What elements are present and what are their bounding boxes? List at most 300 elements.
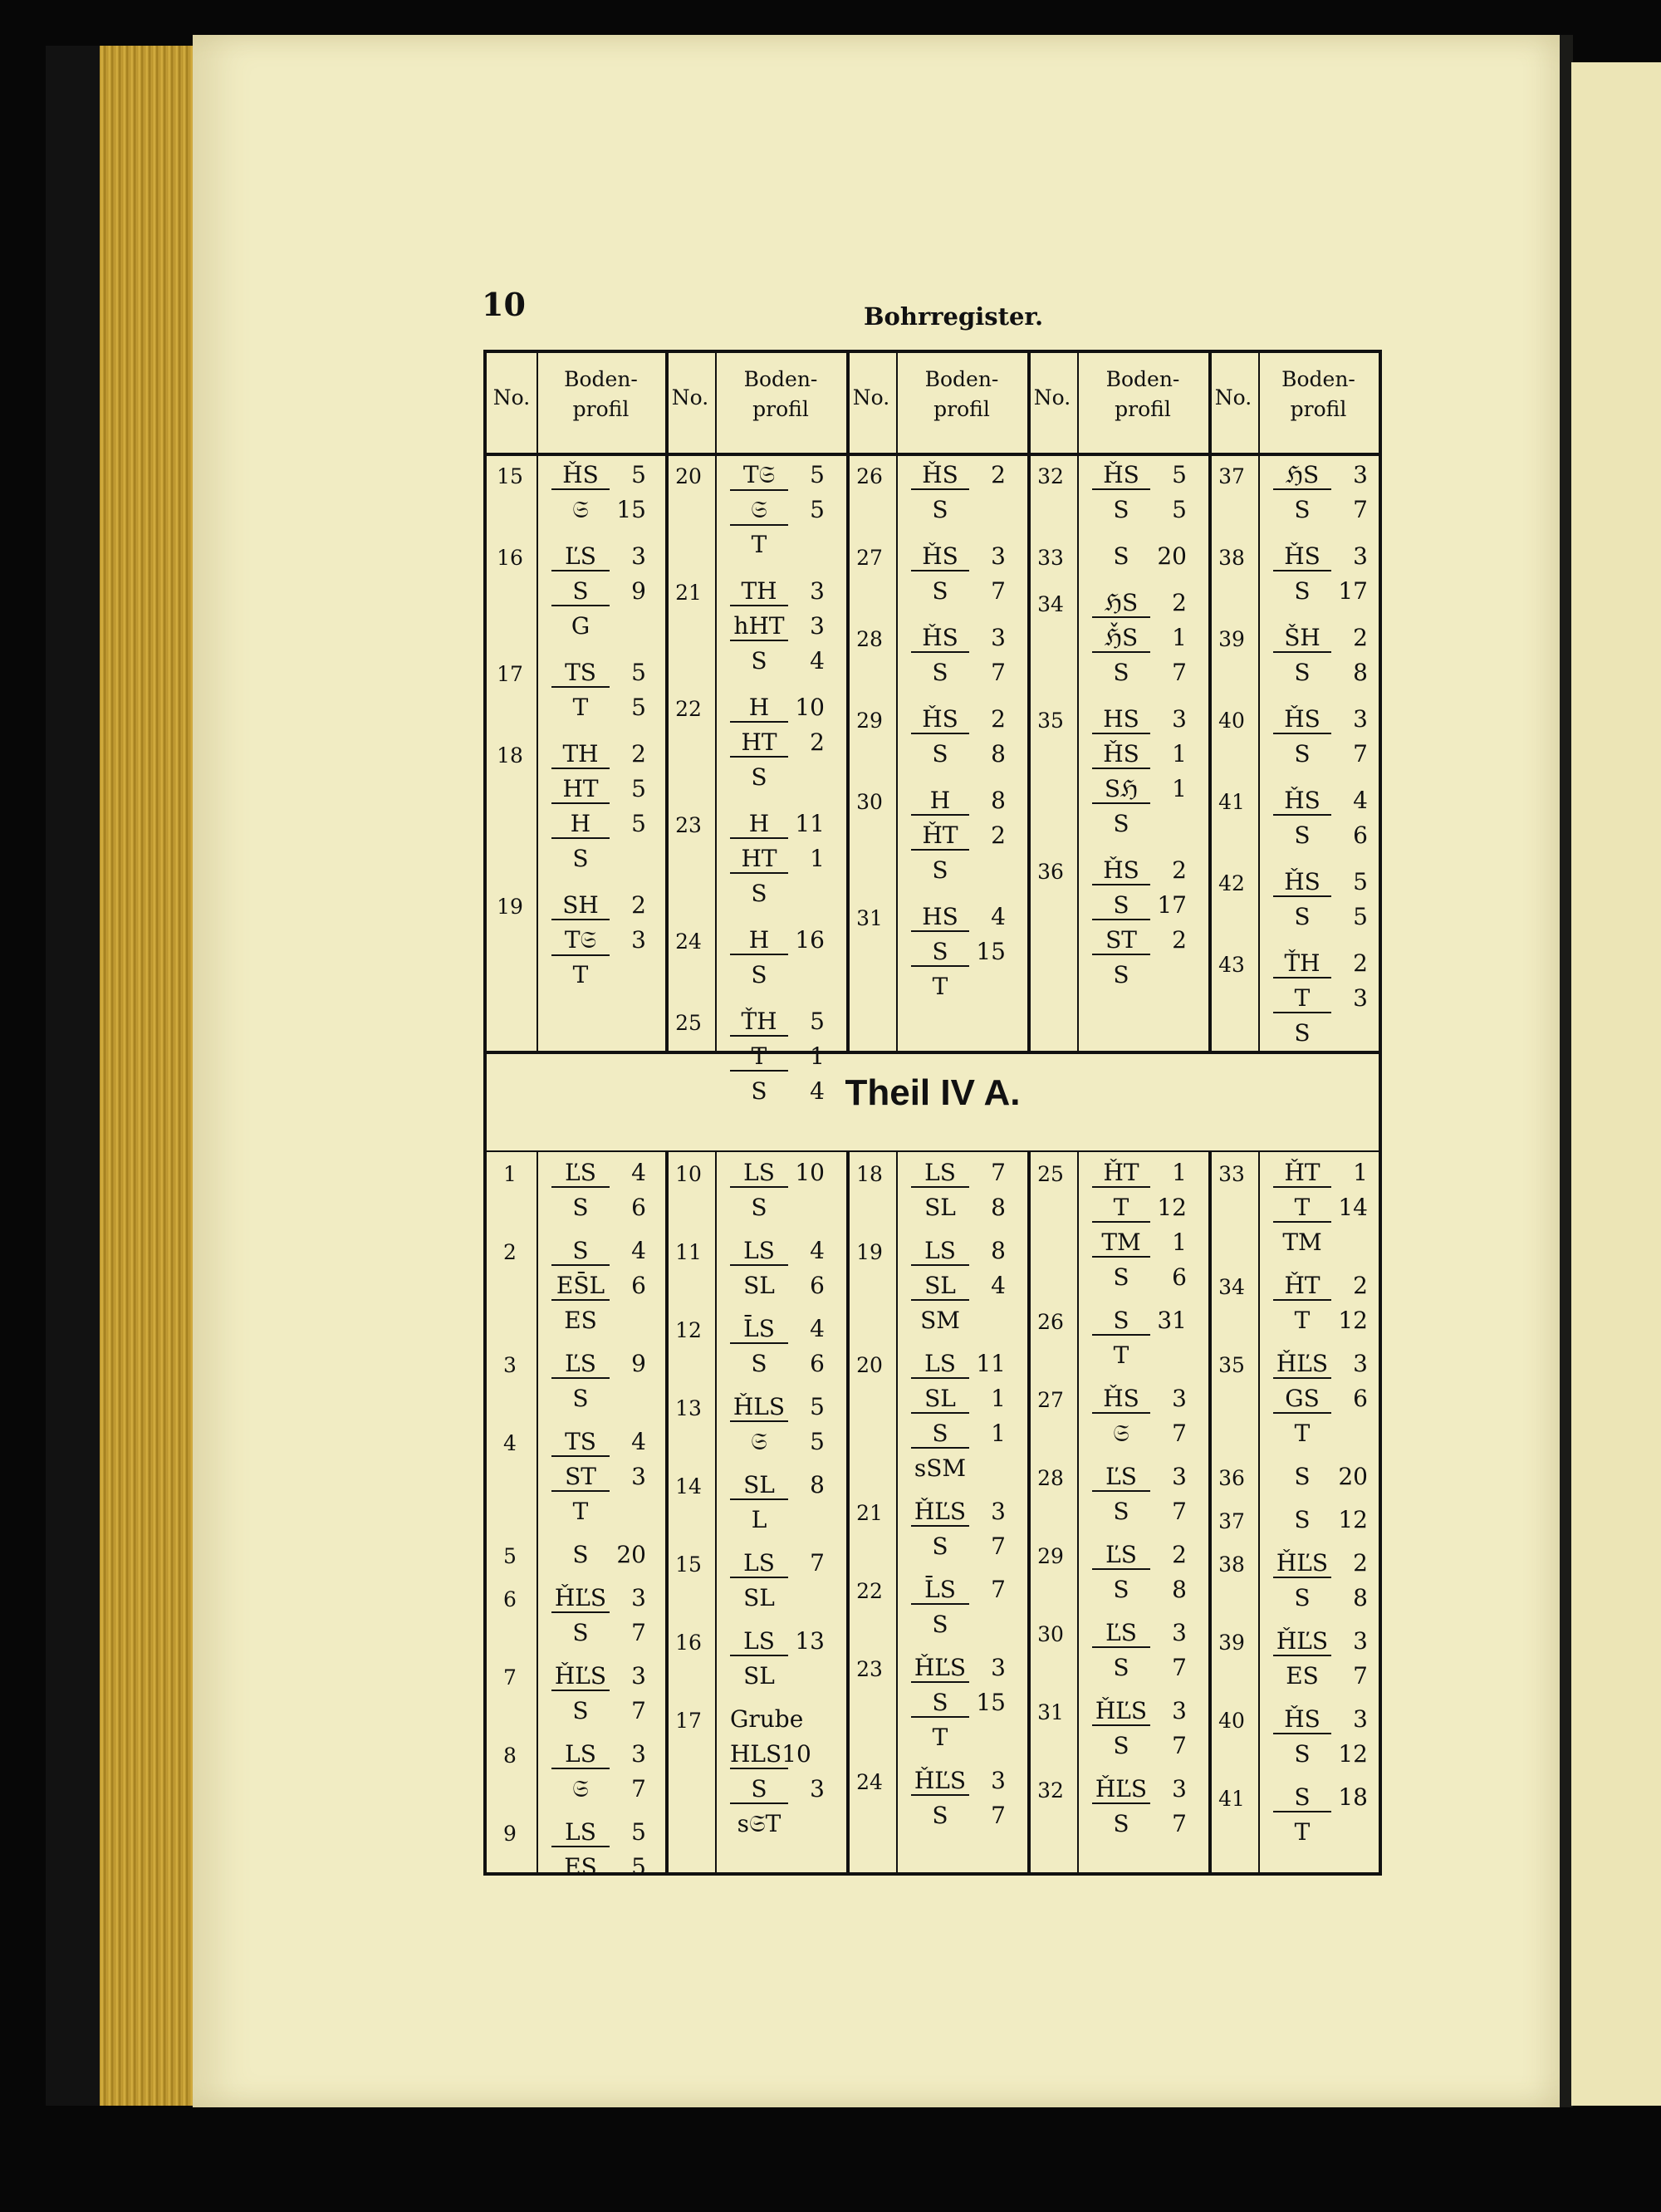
- soil-code: TH: [730, 577, 788, 606]
- profile-line: [1092, 1263, 1187, 1291]
- thickness-value: 18: [1338, 1783, 1368, 1811]
- thickness-value: 2: [631, 740, 646, 768]
- profile-line: [1092, 624, 1187, 653]
- soil-code: ȞT: [1273, 1159, 1331, 1188]
- profile-line: [730, 1506, 825, 1533]
- profile-line: [911, 1533, 1006, 1560]
- profile-line: [1092, 1541, 1187, 1570]
- thickness-value: 3: [631, 1740, 646, 1768]
- profile-line: [1092, 542, 1187, 570]
- boring-number: 25: [675, 1011, 702, 1035]
- book-cover: [46, 46, 106, 2106]
- soil-code: ℌ̌S: [1092, 624, 1150, 653]
- profile-line: [911, 705, 1006, 734]
- soil-code: SL: [743, 1584, 775, 1611]
- thickness-value: 10: [795, 1159, 825, 1186]
- profile-line: [730, 845, 825, 874]
- soil-code: S: [1113, 961, 1129, 988]
- soil-code: G: [571, 612, 590, 640]
- profile-line: [911, 1611, 1006, 1638]
- boring-number: 20: [675, 464, 702, 488]
- thickness-value: 13: [795, 1627, 825, 1655]
- soil-code: ȞĽS: [551, 1662, 610, 1691]
- thickness-value: 5: [810, 1393, 825, 1420]
- thickness-value: 10: [795, 694, 825, 721]
- thickness-value: 4: [631, 1428, 646, 1455]
- boring-number: 30: [856, 790, 883, 814]
- facing-page: [1571, 62, 1661, 2106]
- soil-code: ĽS: [551, 1350, 610, 1379]
- thickness-value: 1: [1353, 1159, 1368, 1186]
- profile-line: [911, 1350, 1006, 1379]
- profile-line: [1273, 1350, 1368, 1379]
- soil-code: HS: [911, 903, 969, 932]
- soil-code: LS: [911, 1237, 969, 1266]
- thickness-value: 7: [991, 1533, 1006, 1560]
- thickness-value: 5: [810, 1428, 825, 1455]
- thickness-value: 5: [810, 496, 825, 523]
- thickness-value: 1: [1172, 740, 1187, 768]
- no-column-rule: [896, 353, 898, 1051]
- soil-code: S: [932, 1802, 948, 1829]
- profile-line: [1092, 1810, 1187, 1837]
- soil-code: GS: [1273, 1385, 1331, 1414]
- soil-code: S: [1113, 1654, 1129, 1681]
- profile-line: [551, 845, 646, 872]
- soil-code: ȞS: [551, 461, 610, 490]
- boring-number: 42: [1218, 871, 1245, 895]
- soil-code: T𝔖: [551, 926, 610, 956]
- profile-line: [1273, 1740, 1368, 1768]
- thickness-value: 15: [976, 938, 1006, 965]
- soil-code: S: [730, 1775, 788, 1804]
- boring-number: 39: [1218, 1631, 1245, 1655]
- boring-number: 23: [675, 813, 702, 837]
- boring-number: 21: [675, 581, 702, 605]
- thickness-value: 3: [1172, 1697, 1187, 1724]
- profile-line: [1092, 659, 1187, 686]
- profile-line: [1092, 1307, 1187, 1336]
- boring-number: 21: [856, 1501, 883, 1525]
- profile-line: [911, 1802, 1006, 1829]
- profile-line: [1092, 961, 1187, 988]
- profile-line: [911, 1272, 1006, 1301]
- soil-code: 𝔖: [751, 1428, 767, 1455]
- profile-line: [1273, 1549, 1368, 1578]
- profile-line: [911, 1654, 1006, 1683]
- soil-code: S: [751, 961, 767, 988]
- thickness-value: 1: [1172, 624, 1187, 651]
- boring-number: 7: [503, 1665, 517, 1690]
- thickness-value: 12: [1157, 1194, 1187, 1221]
- soil-code: S: [572, 1697, 589, 1724]
- profile-line: [1092, 1654, 1187, 1681]
- thickness-value: 12: [1338, 1506, 1368, 1533]
- boring-number: 37: [1218, 464, 1245, 488]
- boring-number: 18: [856, 1162, 883, 1186]
- profile-line: [551, 810, 646, 839]
- profile-line: [730, 1549, 825, 1578]
- soil-code: S: [1113, 496, 1129, 523]
- soil-code: T: [932, 973, 948, 1000]
- profile-line: [1273, 1420, 1368, 1447]
- thickness-value: 20: [1338, 1463, 1368, 1490]
- profile-line: [730, 1350, 825, 1377]
- soil-code: ES: [1286, 1662, 1319, 1690]
- soil-code: ȞS: [911, 542, 969, 571]
- header-no: No.: [1214, 385, 1252, 410]
- profile-line: [551, 1498, 646, 1525]
- thickness-value: 17: [1157, 891, 1187, 919]
- thickness-value: 4: [631, 1237, 646, 1264]
- thickness-value: 4: [810, 647, 825, 674]
- soil-code: ȞT: [1092, 1159, 1150, 1188]
- boring-number: 26: [856, 464, 883, 488]
- soil-code: S: [751, 1077, 767, 1105]
- profile-line: [1092, 1463, 1187, 1492]
- boring-number: 36: [1037, 860, 1064, 884]
- profile-line: [730, 728, 825, 758]
- boring-number: 38: [1218, 546, 1245, 570]
- profile-line: [551, 1584, 646, 1613]
- soil-code: LS: [730, 1549, 788, 1578]
- thickness-value: 5: [631, 1818, 646, 1846]
- no-column-rule: [1077, 1150, 1079, 1872]
- soil-code: T: [1294, 1818, 1311, 1846]
- profile-line: [1273, 1818, 1368, 1846]
- section-rule-top: [487, 1051, 1379, 1054]
- thickness-value: 1: [991, 1385, 1006, 1412]
- profile-line: [1273, 1159, 1368, 1188]
- profile-line: [730, 1627, 825, 1656]
- soil-code: LS: [730, 1159, 788, 1188]
- thickness-value: 7: [991, 1802, 1006, 1829]
- profile-line: [1273, 787, 1368, 816]
- boring-number: 29: [1037, 1544, 1064, 1568]
- soil-code: HS: [1092, 705, 1150, 734]
- boring-number: 34: [1218, 1275, 1245, 1299]
- soil-code: LS: [911, 1350, 969, 1379]
- profile-line: [551, 1818, 646, 1847]
- profile-line: [730, 1393, 825, 1422]
- soil-code: TS: [551, 659, 610, 688]
- profile-line: [1092, 589, 1187, 618]
- profile-line: [551, 740, 646, 769]
- soil-code: S: [572, 1385, 589, 1412]
- soil-code: ŤH: [730, 1008, 788, 1037]
- soil-code: S: [1113, 659, 1129, 686]
- column-rule: [846, 353, 850, 1051]
- boring-number: 11: [675, 1240, 702, 1264]
- profile-line: [911, 496, 1006, 523]
- thickness-value: 6: [1353, 1385, 1368, 1412]
- soil-code: 𝔖: [572, 496, 589, 523]
- thickness-value: 7: [1172, 1420, 1187, 1447]
- profile-line: [911, 1237, 1006, 1266]
- thickness-value: 3: [631, 1584, 646, 1611]
- soil-code: ȞĽS: [1092, 1697, 1150, 1726]
- thickness-value: 12: [1338, 1307, 1368, 1334]
- profile-line: [1273, 1662, 1368, 1690]
- soil-code: S: [932, 740, 948, 768]
- profile-line: [551, 961, 646, 988]
- soil-code: S: [1092, 1307, 1150, 1336]
- soil-code: H: [730, 926, 788, 955]
- profile-line: [730, 1272, 825, 1299]
- boring-number: 31: [1037, 1700, 1064, 1724]
- profile-line: [911, 1307, 1006, 1334]
- profile-line: [551, 612, 646, 640]
- profile-line: [730, 1471, 825, 1500]
- thickness-value: 5: [810, 461, 825, 488]
- soil-code: S: [1273, 1783, 1331, 1812]
- thickness-value: 5: [631, 694, 646, 721]
- soil-code: S: [1113, 1576, 1129, 1603]
- no-column-rule: [1077, 353, 1079, 1051]
- soil-code: S: [1294, 903, 1311, 930]
- soil-code: ȞS: [1092, 740, 1150, 769]
- boring-number: 20: [856, 1353, 883, 1377]
- profile-line: [911, 1454, 1006, 1482]
- thickness-value: 8: [1353, 659, 1368, 686]
- thickness-value: 15: [616, 496, 646, 523]
- profile-line: [551, 1272, 646, 1301]
- soil-code: TS: [551, 1428, 610, 1457]
- soil-code: HT: [730, 845, 788, 874]
- profile-line: [911, 1576, 1006, 1605]
- profile-line: [730, 1584, 825, 1611]
- profile-line: [551, 1385, 646, 1412]
- thickness-value: 7: [991, 1576, 1006, 1603]
- thickness-value: 3: [991, 542, 1006, 570]
- profile-line: [1273, 1705, 1368, 1734]
- profile-line: [730, 1008, 825, 1037]
- profile-line: [911, 1159, 1006, 1188]
- thickness-value: 5: [631, 775, 646, 802]
- thickness-value: 14: [1338, 1194, 1368, 1221]
- thickness-value: 5: [631, 461, 646, 488]
- soil-code: S: [751, 647, 767, 674]
- section-title: Theil IV A.: [845, 1072, 1021, 1113]
- boring-number: 24: [675, 929, 702, 954]
- soil-code: ST: [1092, 926, 1150, 955]
- thickness-value: 4: [631, 1159, 646, 1186]
- profile-line: [1273, 1627, 1368, 1656]
- profile-line: [911, 938, 1006, 967]
- boring-number: 24: [856, 1770, 883, 1794]
- thickness-value: 1: [991, 1420, 1006, 1447]
- profile-line: [730, 1315, 825, 1344]
- thickness-value: 7: [1172, 1810, 1187, 1837]
- thickness-value: 4: [991, 903, 1006, 930]
- boring-number: 17: [675, 1709, 702, 1733]
- soil-code: S: [1294, 822, 1311, 849]
- thickness-value: 5: [1172, 461, 1187, 488]
- soil-code: Sℌ: [1092, 775, 1150, 804]
- boring-number: 27: [1037, 1388, 1064, 1412]
- boring-number: 22: [675, 697, 702, 721]
- thickness-value: 8: [991, 1237, 1006, 1264]
- thickness-value: 8: [810, 1471, 825, 1498]
- boring-number: 10: [675, 1162, 702, 1186]
- boring-number: 35: [1037, 709, 1064, 733]
- thickness-value: 1: [810, 845, 825, 872]
- soil-code: ES: [564, 1853, 597, 1881]
- header-rule: [487, 453, 1379, 456]
- soil-code: s𝔖T: [737, 1810, 782, 1837]
- soil-code: ȞĽS: [1273, 1350, 1331, 1379]
- soil-code: L̄S: [911, 1576, 969, 1605]
- soil-code: T: [1273, 984, 1331, 1013]
- soil-code: ȞS: [1273, 787, 1331, 816]
- profile-line: [911, 856, 1006, 884]
- soil-code: T: [572, 694, 589, 721]
- thickness-value: 4: [991, 1272, 1006, 1299]
- thickness-value: 12: [1338, 1740, 1368, 1768]
- profile-line: [1273, 577, 1368, 605]
- profile-line: [730, 647, 825, 674]
- soil-code: S: [551, 577, 610, 606]
- section-rule-bottom: [487, 1150, 1379, 1152]
- soil-code: S: [751, 1194, 767, 1221]
- profile-line: [911, 1689, 1006, 1718]
- profile-line: [1092, 1385, 1187, 1414]
- profile-line: [1273, 1783, 1368, 1812]
- profile-line: [1092, 740, 1187, 769]
- soil-code: S: [572, 845, 589, 872]
- thickness-value: 7: [631, 1619, 646, 1646]
- thickness-value: 2: [631, 891, 646, 919]
- profile-line: [1092, 496, 1187, 523]
- thickness-value: 3: [1353, 461, 1368, 488]
- thickness-value: 2: [991, 461, 1006, 488]
- soil-code: Grube: [730, 1705, 804, 1733]
- soil-code: ȞS: [1092, 856, 1150, 885]
- soil-code: S: [932, 1611, 948, 1638]
- thickness-value: 3: [1172, 1775, 1187, 1802]
- running-head: Bohrregister.: [864, 302, 1044, 331]
- thickness-value: 7: [1172, 1498, 1187, 1525]
- profile-line: [551, 1541, 646, 1568]
- soil-code: 𝔖: [572, 1775, 589, 1802]
- soil-code: ȞĽS: [911, 1654, 969, 1683]
- thickness-value: 1: [810, 1042, 825, 1070]
- profile-line: [911, 1767, 1006, 1796]
- soil-code: T𝔖: [730, 461, 788, 491]
- soil-code: ȞĽS: [551, 1584, 610, 1613]
- soil-code: T: [1273, 1194, 1331, 1223]
- profile-line: [1092, 810, 1187, 837]
- thickness-value: 6: [1172, 1263, 1187, 1291]
- soil-code: LS: [730, 1627, 788, 1656]
- soil-code: S: [932, 577, 948, 605]
- profile-line: [551, 1619, 646, 1646]
- thickness-value: 3: [631, 926, 646, 954]
- soil-code: L̄S: [730, 1315, 788, 1344]
- profile-line: [551, 577, 646, 606]
- thickness-value: 1: [1172, 1229, 1187, 1256]
- boring-number: 36: [1218, 1466, 1245, 1490]
- profile-line: [1092, 1159, 1187, 1188]
- thickness-value: 3: [810, 1775, 825, 1802]
- soil-code: SL: [730, 1471, 788, 1500]
- soil-code: S: [1294, 1584, 1311, 1611]
- profile-line: [551, 694, 646, 721]
- soil-code: LS: [730, 1237, 788, 1266]
- soil-code: S: [932, 659, 948, 686]
- boring-number: 32: [1037, 464, 1064, 488]
- header-no: No.: [852, 385, 890, 410]
- thickness-value: 7: [1172, 1654, 1187, 1681]
- boring-number: 29: [856, 709, 883, 733]
- soil-code: 𝔖: [730, 496, 788, 526]
- profile-line: [911, 822, 1006, 851]
- thickness-value: 2: [1353, 949, 1368, 977]
- soil-code: L: [751, 1506, 767, 1533]
- thickness-value: 8: [991, 787, 1006, 814]
- soil-code: 𝔖: [1113, 1420, 1129, 1447]
- profile-line: [911, 973, 1006, 1000]
- thickness-value: 2: [1172, 926, 1187, 954]
- boring-number: 12: [675, 1318, 702, 1342]
- profile-line: [551, 775, 646, 804]
- bohrregister-table: [483, 350, 1382, 1881]
- profile-line: [730, 612, 825, 641]
- thickness-value: 15: [976, 1689, 1006, 1716]
- soil-code: ȞT: [911, 822, 969, 851]
- profile-line: [730, 1810, 825, 1838]
- thickness-value: 3: [1172, 1463, 1187, 1490]
- thickness-value: 31: [1157, 1307, 1187, 1334]
- profile-line: [730, 961, 825, 988]
- thickness-value: 3: [810, 612, 825, 640]
- boring-number: 28: [1037, 1466, 1064, 1490]
- soil-code: SL: [743, 1272, 775, 1299]
- soil-code: ȞS: [911, 705, 969, 734]
- soil-code: T: [730, 1042, 788, 1072]
- thickness-value: 5: [810, 1008, 825, 1035]
- thickness-value: 7: [631, 1697, 646, 1724]
- thickness-value: 7: [1172, 659, 1187, 686]
- soil-code: S: [911, 938, 969, 967]
- thickness-value: 3: [1353, 1705, 1368, 1733]
- soil-code: ȞS: [1092, 461, 1150, 490]
- soil-code: LS: [911, 1159, 969, 1188]
- profile-line: [1273, 624, 1368, 653]
- profile-line: [730, 1740, 825, 1769]
- thickness-value: 3: [1172, 705, 1187, 733]
- soil-code: ȞĽS: [911, 1767, 969, 1796]
- thickness-value: 2: [1172, 1541, 1187, 1568]
- profile-line: [1092, 1576, 1187, 1603]
- profile-line: [1273, 542, 1368, 571]
- boring-number: 6: [503, 1587, 517, 1611]
- boring-number: 35: [1218, 1353, 1245, 1377]
- soil-code: ȞS: [911, 461, 969, 490]
- soil-code: S: [1294, 740, 1311, 768]
- soil-code: ĽS: [551, 542, 610, 571]
- profile-line: [551, 1463, 646, 1492]
- profile-line: [551, 1350, 646, 1379]
- boring-number: 40: [1218, 1709, 1245, 1733]
- profile-line: [1273, 1194, 1368, 1223]
- soil-code: ℌS: [1092, 589, 1150, 618]
- thickness-value: 7: [631, 1775, 646, 1802]
- profile-line: [551, 542, 646, 571]
- no-column-rule: [715, 353, 717, 1051]
- soil-code: S: [1113, 1498, 1129, 1525]
- profile-line: [730, 1662, 825, 1690]
